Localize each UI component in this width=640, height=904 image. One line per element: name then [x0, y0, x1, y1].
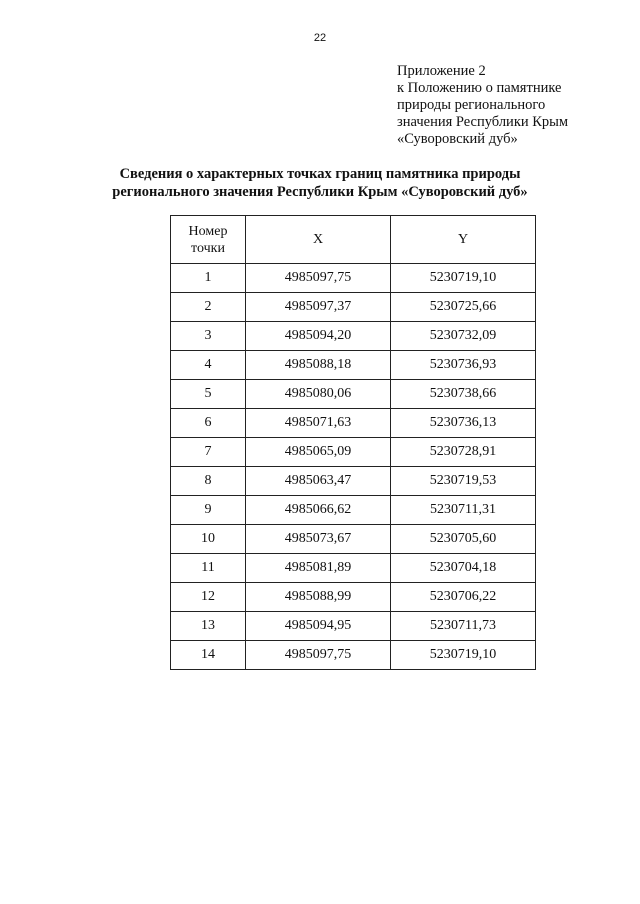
header-x: X [246, 216, 391, 264]
cell-y: 5230738,66 [391, 380, 536, 409]
table-row [171, 496, 536, 525]
cell-point-number: 11 [171, 554, 246, 583]
cell-y: 5230728,91 [391, 438, 536, 467]
cell-y: 5230719,10 [391, 641, 536, 670]
header-point-number [171, 216, 246, 264]
cell-point-number: 8 [171, 467, 246, 496]
cell-x: 4985097,37 [246, 293, 391, 322]
table-row [171, 409, 536, 438]
cell-x: 4985066,62 [246, 496, 391, 525]
table-row [171, 554, 536, 583]
cell-x: 4985097,75 [246, 264, 391, 293]
table-row [171, 467, 536, 496]
cell-y: 5230719,53 [391, 467, 536, 496]
cell-x: 4985088,18 [246, 351, 391, 380]
cell-x: 4985080,06 [246, 380, 391, 409]
table-row [171, 583, 536, 612]
cell-y: 5230736,13 [391, 409, 536, 438]
cell-y: 5230732,09 [391, 322, 536, 351]
appendix-line: Приложение 2 [397, 63, 486, 79]
document-title-line: регионального значения Республики Крым «Суворовский дуб» [112, 184, 528, 200]
cell-point-number: 3 [171, 322, 246, 351]
cell-point-number: 9 [171, 496, 246, 525]
cell-x: 4985088,99 [246, 583, 391, 612]
cell-y: 5230711,31 [391, 496, 536, 525]
coordinates-table [170, 215, 536, 670]
appendix-line: природы регионального [397, 97, 546, 113]
table-row [171, 264, 536, 293]
cell-x: 4985071,63 [246, 409, 391, 438]
document-title-line: Сведения о характерных точках границ памятника природы [119, 166, 521, 182]
cell-point-number: 2 [171, 293, 246, 322]
cell-x: 4985081,89 [246, 554, 391, 583]
cell-y: 5230706,22 [391, 583, 536, 612]
cell-point-number: 4 [171, 351, 246, 380]
cell-point-number: 5 [171, 380, 246, 409]
table-row [171, 641, 536, 670]
cell-point-number: 7 [171, 438, 246, 467]
cell-x: 4985063,47 [246, 467, 391, 496]
cell-y: 5230725,66 [391, 293, 536, 322]
cell-point-number: 1 [171, 264, 246, 293]
cell-y: 5230719,10 [391, 264, 536, 293]
page-number: 22 [313, 32, 327, 44]
cell-point-number: 6 [171, 409, 246, 438]
header-point-number-line1: Номер [188, 223, 228, 239]
table-row [171, 293, 536, 322]
appendix-line: к Положению о памятнике [397, 80, 562, 96]
cell-y: 5230736,93 [391, 351, 536, 380]
appendix-line: значения Республики Крым [397, 114, 569, 130]
cell-x: 4985097,75 [246, 641, 391, 670]
appendix-note [397, 63, 568, 148]
cell-x: 4985065,09 [246, 438, 391, 467]
header-point-number-line2: точки [191, 240, 225, 256]
cell-point-number: 13 [171, 612, 246, 641]
cell-y: 5230711,73 [391, 612, 536, 641]
table-row [171, 351, 536, 380]
cell-x: 4985094,20 [246, 322, 391, 351]
table-row [171, 322, 536, 351]
table-row [171, 612, 536, 641]
header-y: Y [391, 216, 536, 264]
cell-point-number: 14 [171, 641, 246, 670]
cell-point-number: 10 [171, 525, 246, 554]
cell-y: 5230705,60 [391, 525, 536, 554]
table-row [171, 380, 536, 409]
table-row [171, 525, 536, 554]
table-row [171, 438, 536, 467]
cell-x: 4985094,95 [246, 612, 391, 641]
table-header-row [171, 216, 536, 264]
document-title [0, 165, 640, 201]
coordinates-table-body [171, 264, 536, 670]
cell-x: 4985073,67 [246, 525, 391, 554]
cell-y: 5230704,18 [391, 554, 536, 583]
appendix-line: «Суворовский дуб» [397, 131, 518, 147]
cell-point-number: 12 [171, 583, 246, 612]
